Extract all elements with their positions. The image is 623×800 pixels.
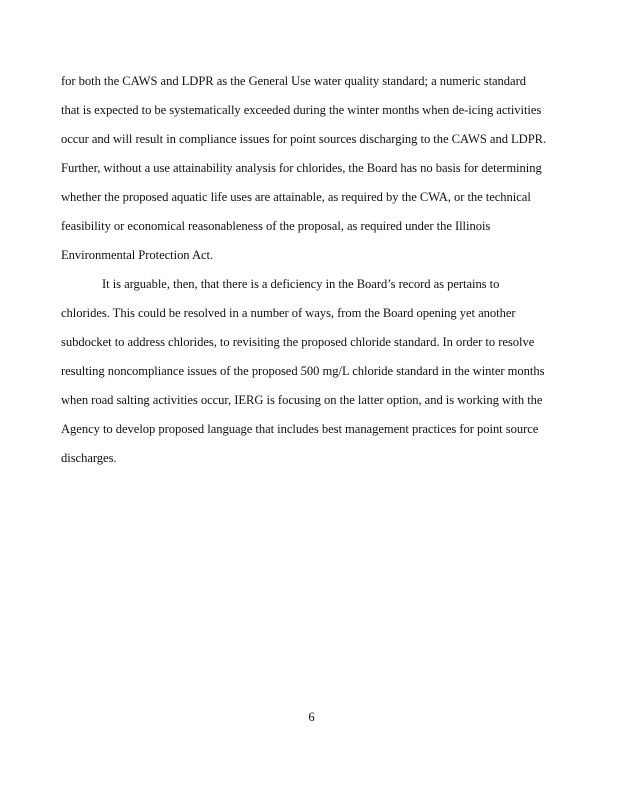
text-line: occur and will result in compliance issues for point sources discharging to the CAWS and LDPR.	[61, 132, 547, 146]
text-line: chlorides. This could be resolved in a number of ways, from the Board opening yet another	[61, 306, 516, 320]
text-line: for both the CAWS and LDPR as the General Use water quality standard; a numeric standard	[61, 74, 526, 88]
text-line: whether the proposed aquatic life uses are attainable, as required by the CWA, or the technical	[61, 190, 531, 204]
text-line: Agency to develop proposed language that includes best management practices for point source	[61, 422, 539, 436]
page-number: 6	[308, 710, 315, 724]
text-line: when road salting activities occur, IERG is focusing on the latter option, and is working with the	[61, 393, 543, 407]
text-line: Environmental Protection Act.	[61, 248, 214, 262]
paragraph-2	[61, 270, 545, 473]
text-line: subdocket to address chlorides, to revisiting the proposed chloride standard. In order to resolve	[61, 335, 535, 349]
text-line: discharges.	[61, 451, 117, 465]
paragraph-1	[61, 67, 547, 270]
text-line: resulting noncompliance issues of the proposed 500 mg/L chloride standard in the winter months	[61, 364, 545, 378]
text-line: It is arguable, then, that there is a deficiency in the Board’s record as pertains to	[102, 277, 500, 291]
text-line: feasibility or economical reasonableness of the proposal, as required under the Illinois	[61, 219, 491, 233]
text-line: that is expected to be systematically exceeded during the winter months when de-icing activities	[61, 103, 542, 117]
body-text	[61, 67, 547, 473]
text-line: Further, without a use attainability analysis for chlorides, the Board has no basis for determining	[61, 161, 542, 175]
